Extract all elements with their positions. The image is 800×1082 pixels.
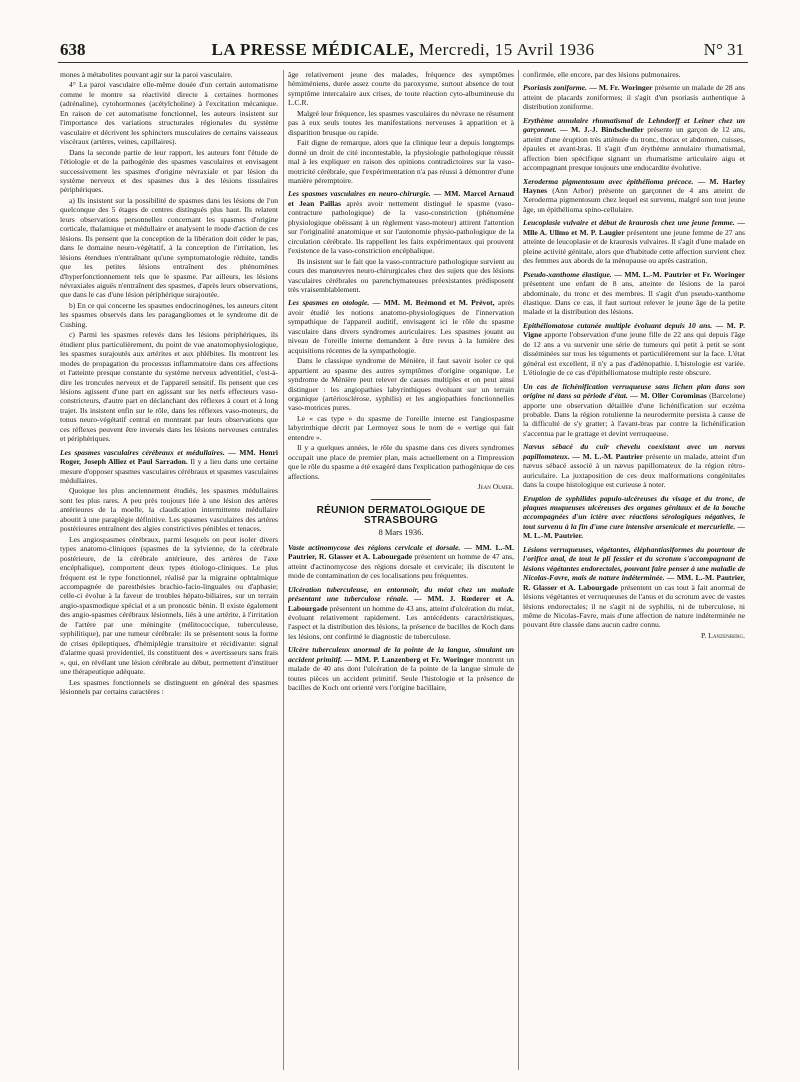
- article-authors: — MM. L.-M. Pautrier, R. Glasser et A. Labourgade: [523, 573, 745, 592]
- article-authors: — MM. L.-M. Pautrier et Fr. Woringer: [614, 269, 745, 279]
- issue-date: Mercredi, 15 Avril 1936: [418, 40, 595, 59]
- article-heading: Les spasmes vasculaires en neuro-chirurgie.: [288, 189, 431, 199]
- paragraph: âge relativement jeune des malades, fréquence des symptômes hémiméniens, durée assez courte du paroxysme, surtout absence de tout symptôme intercalaire aux crises, de toute réaction cyto-albumineuse du L.C.R.: [288, 70, 514, 108]
- article-text: présente un malade, atteint d'un nævus sébacé associé à un nævus papillomateux de la région rétro-auriculaire. La juxtaposition de ces deux malformations congénitales dans la coupe histologique est curieuse à noter.: [523, 451, 745, 490]
- column-divider: [283, 70, 284, 1070]
- paragraph: Fait digne de remarque, alors que la clinique leur a depuis longtemps donné un droit de cité incontestable, la physiologie pathologique réussit mal à les expliquer en raison des opinions contradictoires sur la vaso-motricité cérébrale, que l'expérimentation n'a pas réussi à démontrer d'une manière péremptoire.: [288, 138, 514, 185]
- column-3: [523, 70, 745, 1075]
- section-date: 8 Mars 1936.: [378, 527, 424, 538]
- article-entry: [523, 270, 745, 317]
- article-heading: Leucoplasie vulvaire et début de kraurosis chez une jeune femme.: [523, 218, 735, 228]
- article-text: présentent un cas tout à fait anormal de lésions végétantes et verruqueuses de l'anus et du scrotum avec de vastes lésions endorectales; il ne s'agit ni de syphilis, ni de tuberculose, ni même de Nicolas-Favre, mais d'une affection de nature indéterminée ne pouvant être classée dans aucun cadre connu.: [523, 582, 745, 630]
- article-heading: Les spasmes en otologie.: [288, 298, 370, 308]
- article-authors: — MM. Henri Roger, Joseph Alliez et Paul Sarradon.: [60, 447, 278, 467]
- article-heading: Lésions verruqueuses, végétantes, éléphantiasiformes du pourtour de l'orifice anal, de tout le pli fessier et du scrotum s'accompagnant de lésions végétantes endorectales, pouvant faire penser à une maladie de Nicolas-Favre, mais de nature indéterminée.: [523, 544, 745, 583]
- article-entry: [288, 543, 514, 581]
- paragraph: Les spasmes fonctionnels se distinguent en général des spasmes lésionnels par certains caractères :: [60, 677, 278, 696]
- article-text: (Barcelone) apporte une observation détaillée d'une lichénification sur eczéma probable. Dans la région rotulienne la neurodermite persista à cause de la difficulté de s'y gratter; à l'avant-bras par contre la lichénification s'accentua par le grattage et devint verruqueuse.: [523, 391, 745, 438]
- article-authors: — M. L.-M. Pautrier: [572, 451, 644, 461]
- article-entry: [288, 298, 514, 355]
- paragraph: Dans la seconde partie de leur rapport, les auteurs font l'étude de l'étiologie et de la pathogénie des spasmes vasculaires et envisagent successivement les spasmes d'origine névraxiale et par lésion du système nerveux et des spasmes dus à des lésions tissulaires périphériques.: [60, 147, 278, 195]
- article-heading: Un cas de lichénification verruqueuse sans lichen plan dans son origine ni dans sa période d'état.: [523, 381, 745, 401]
- article-authors: — M. L.-M. Pautrier.: [523, 521, 745, 541]
- paragraph: Quoique les plus anciennement étudiés, les spasmes médullaires sont les plus rares. A peu près toujours liée à une lésion des artères antérieures de la moelle, la claudication intermittente médullaire aboutit à une paraplégie définitive. Les spasmes vasculaires des artères postérieures entraînent des algies constrictives pénibles et tenaces.: [60, 486, 278, 534]
- issue-number: N° 31: [703, 40, 744, 59]
- paragraph: 4° La paroi vasculaire elle-même douée d'un certain automatisme comme le montre sa réactivité directe à certaines hormones (adrénaline), cytohormones (acétylcholine) à l'excitation mécanique. En raison de cet automatisme fonctionnel, les auteurs insistent sur l'importance des variations structurales régionales du système vasculaire et décrivent les sphincters musculaires de certains vaisseaux viscéraux (artères, veines, capillaires).: [60, 80, 278, 147]
- article-text: (Ann Arbor) présente un garçonnet de 4 ans atteint de Xeroderma pigmentosum chez lequel est survenu, malgré son tout jeune âge, un épithélioma spino-cellulaire.: [523, 185, 745, 214]
- article-text: Il y a lieu dans une certaine mesure d'opposer spasmes vasculaires cérébraux et spasmes vasculaires médullaires.: [60, 457, 278, 486]
- article-entry: [523, 218, 745, 265]
- journal-name: LA PRESSE MÉDICALE,: [211, 40, 415, 59]
- article-heading: Nævus sébacé du cuir chevelu coexistant avec un nævus papillomateux.: [523, 442, 745, 461]
- article-heading: Vaste actinomycose des régions cervicale et dorsale.: [288, 542, 461, 552]
- article-entry: [523, 382, 745, 439]
- article-authors: — MM. M. Brémond et M. Prévot,: [372, 298, 495, 308]
- article-authors: — M. Fr. Woringer: [589, 83, 653, 93]
- article-entry: [60, 448, 278, 486]
- article-text: apporte l'observation d'une jeune fille de 22 ans qui depuis l'âge de 12 ans a vu survenir une série de tumeurs qui petit à petit se sont disséminées sur tous les téguments et particulièrement sur la face. L'état général est excellent, il n'y a pas d'adénopathie. L'histologie est variée. L'étiologie de ce cas d'épithéliomatose multiple reste obscure.: [523, 330, 745, 378]
- article-heading: Les spasmes vasculaires cérébraux et médullaires.: [60, 447, 225, 457]
- article-authors: — MM. J. Rœderer et A. Labourgade: [288, 594, 514, 613]
- section-title: RÉUNION DERMATOLOGIQUE DE STRASBOURG: [316, 505, 486, 526]
- paragraph: Les angiospasmes cérébraux, parmi lesquels on peut isoler divers types anatomo-cliniques (spasmes de la sylvienne, de la cérébrale postérieure, de la cérébrale antérieure, des artères de l'axe encéphalique), comportent deux types étiologo-cliniques. Le plus fréquent est le type fonctionnel, réalisé par la migraine ophtalmique accompagnée de paresthésies brachio-facio-linguales ou d'aphasie; celle-ci évolue à la faveur de troubles hépato-biliaires, sur un terrain angio-spasmodique spécial et a un pronostic bénin. Il existe également des angio-spasmes cérébraux lésionnels, liés à une artérite, à l'irritation de l'artère par une méningite (mélitococcique, tuberculeuse, syphilitique), par une tumeur cérébrale: ils se présentent sous la forme de crises épileptiques, d'hémiplégie transitoire et récidivante: signal d'alarme quasi providentiel, ils constituent des « avertisseurs sans frais », qui, en révélant une lésion cérébrale au début, permettent d'instituer une thérapeutique adéquate.: [60, 534, 278, 677]
- page-number: 638: [60, 40, 86, 59]
- article-entry: [523, 83, 745, 111]
- article-text: présente un malade de 28 ans atteint de placards zoniformes; il s'agit d'un psoriasis authentique à distribution zoniforme.: [523, 83, 745, 112]
- signature: P. Lanzenberg.: [701, 630, 745, 640]
- running-title: [58, 40, 748, 60]
- article-authors: — MM. Marcel Arnaud et Jean Paillas: [288, 189, 514, 208]
- article-entry: [523, 116, 745, 173]
- article-text: montrent un malade de 40 ans dont l'ulcération de la pointe de la langue simule de toutes pièces un accident primitif. Seule l'histologie et la présence de bacilles de Koch ont orienté vers l'origine bacillaire,: [288, 654, 514, 693]
- article-entry: [523, 545, 745, 630]
- article-entry: [288, 189, 514, 255]
- article-text: après avoir étudié les notions anatomo-physiologiques de l'innervation sympathique de l'appareil auditif, envisagent ici le rôle du spasme vasculaire dans divers syndromes auriculaires. Les spasmes jouant au niveau de l'oreille interne demandent à être revus à la lumière des acquisitions récentes de la sympathologie.: [288, 298, 514, 355]
- article-entry: [523, 442, 745, 489]
- article-entry: [288, 645, 514, 692]
- column-1: [60, 70, 278, 1075]
- section-rule: [371, 499, 431, 500]
- page-header: [58, 40, 748, 63]
- article-heading: Ulcération tuberculeuse, en entonnoir, du méat chez un malade présentant une tuberculose rénale.: [288, 584, 514, 604]
- article-text: présentent une jeune femme de 27 ans atteinte de leucoplasie et de kraurosis vulvaires. Il s'agit d'une malade en pleine activité génitale, alors que d'habitude cette affection survient chez des femmes aux abords de la ménopause ou après castration.: [523, 227, 745, 266]
- article-text: présentent une enfant de 8 ans, atteinte de lésions de la paroi abdominale, du tronc et des membres. Il s'agit d'un pseudo-xanthome élastique. Dans ce cas, il faut surtout relever le jeune âge de la petite malade et la distribution des lésions.: [523, 279, 745, 317]
- article-authors: — M. Harley Haynes: [523, 176, 745, 195]
- paragraph: mones à métabolites pouvant agir sur la paroi vasculaire.: [60, 70, 233, 79]
- article-entry: [288, 585, 514, 642]
- article-authors: — M. P. Vigne: [523, 320, 745, 340]
- paragraph: Ils insistent sur le fait que la vaso-contracture pathologique survient au cours des manœuvres neuro-chirurgicales chez des sujets que des lésions vasculaires cérébrales ou parenchymateuses préexistantes prédisposent très vraisemblablement.: [288, 256, 514, 294]
- article-heading: Psoriasis zoniforme.: [523, 83, 587, 93]
- paragraph: c) Parmi les spasmes relevés dans les lésions périphériques, ils étudient plus particulièrement, du point de vue anatomophysiologique, les spasmes surajoutés aux artérites et aux phlébites. Ils montrent les modes de propagation du processus inflammatoire dans ces affections et l'atteinte presque constante du système nerveux adventitiel, c'est-à-dire les troncules nerveux et de l'appareil sensitif. Ils pensent que ces lésions agissent d'une part en agissant sur les nerfs effecteurs vaso-constricteurs, d'autre part en déclanchant des réflexes à court et à long trajet. Ils insistent enfin sur le rôle, dans les réflexes vaso-moteurs, du tonus neuro-végétatif central en montrant par leurs observations que ces réflexes peuvent être inversés dans les lésions nerveuses centrales et périphériques.: [60, 330, 278, 444]
- paragraph: b) En ce qui concerne les spasmes endocrinogènes, les auteurs citent les spasmes observés dans les paragangliomes et le syndrome dit de Cushing.: [60, 300, 278, 329]
- article-entry: [523, 494, 745, 541]
- column-divider: [518, 70, 519, 1070]
- article-text: après avoir nettement distingué le spasme (vaso-contracture pathologique) de la vaso-constriction (phénomène physiologique obéissant à un règlement vaso-moteur) attirent l'attention sur l'originalité anatomique et sur l'autonomie physio-pathologique de la circulation cérébrale. Ils rappellent les faits expérimentaux qui prouvent l'existence de la vaso-constriction encéphalique.: [288, 198, 514, 256]
- paragraph: Le « cas type » du spasme de l'oreille interne est l'angiospasme labyrinthique décrit par Lermoyez sous le nom de « vertige qui fait entendre ».: [288, 413, 514, 442]
- article-authors: — M. J.-J. Bindschedler: [560, 125, 644, 135]
- paragraph: Malgré leur fréquence, les spasmes vasculaires du névraxe ne résument pas à eux seuls toutes les manifestations nerveuses à apparition et à disparition brusque ou rapide.: [288, 108, 514, 137]
- signature: Jean Olmer.: [477, 482, 514, 492]
- article-text: présentent un homme de 43 ans, atteint d'ulcération du méat, évoluant relativement rapidement. Les antécédents caractéristiques, l'aspect et la distribution des lésions, la présence de bacilles de Koch dans les lésions, ont confirmé le diagnostic de tuberculose.: [288, 603, 514, 641]
- article-heading: Epithéliomatose cutanée multiple évoluant depuis 10 ans.: [523, 320, 713, 330]
- article-entry: [523, 177, 745, 215]
- article-heading: Xeroderma pigmentosum avec épithélioma précoce.: [523, 176, 694, 186]
- paragraph: a) Ils insistent sur la possibilité de spasmes dans les lésions de l'un quelconque des 5 étages de centres distingués plus haut. Ils relatent leurs observations personnelles concernant les spasmes d'origine corticale, thalamique et médullaire et analysent le mode d'action de ces lésions. Ils pensent que la conception de la libération doit céder le pas, dans le domaine neuro-végétatif, à la conception de l'irritation, les lésions étendues n'entraînant qu'une symptomatologie réduite, tandis que les petites lésions entraînent des phénomènes d'hyperfonctionnement tels que le spasme. Par ailleurs, les lésions névraxiales aiguës n'entraînent des spasmes, d'après leurs observations, que dans le cas d'une lésion périphérique surajoutée.: [60, 195, 278, 300]
- article-authors: — Mlle A. Ullmo et M. P. Laugier: [523, 218, 745, 237]
- article-text: présente un garçon de 12 ans, atteint d'une éruption très atténuée du tronc, thorax et abdomen, cuisses, épaules et avant-bras. Il s'agit d'un érythème annulaire rhumatismal, affection bien spécifique signant un rhumatisme articulaire aigu et accompagnant presque toujours une endocardite évolutive.: [523, 125, 745, 173]
- article-authors: — M. Oller Corominas: [630, 391, 707, 401]
- article-text: présentent un homme de 47 ans, atteint d'actinomycose des régions dorsale et cervicale; ils discutent le mode de contamination de ces localisations peu fréquentes.: [288, 552, 514, 581]
- article-entry: [523, 321, 745, 378]
- article-heading: Erythème annulaire rhumatismal de Lehndorff et Leiner chez un garçonnet.: [523, 115, 745, 135]
- paragraph: Il y a quelques années, le rôle du spasme dans ces divers syndromes occupait une place de premier plan, mais actuellement on a l'impression que le rôle du spasme a été exagéré dans l'explication pathogénique de ces affections.: [288, 443, 514, 481]
- article-heading: Ulcère tuberculeux anormal de la pointe de la langue, simulant un accident primitif.: [288, 645, 514, 664]
- article-authors: — MM. L.-M. Pautrier, R. Glasser et A. Labourgade: [288, 542, 514, 562]
- paragraph: Dans le classique syndrome de Ménière, il faut savoir isoler ce qui appartient au spasme des autres symptômes d'origine organique. Le syndrome de Ménière peut relever de causes multiples et on peut ainsi distinguer : les angiopathies labyrinthiques évoluant sur un terrain organique (artériosclérose, syphilis) et les angiopathies fonctionnelles vaso-motrices pures.: [288, 356, 514, 413]
- paragraph: confirmée, elle encore, par des lésions pulmonaires.: [523, 70, 681, 79]
- article-heading: Eruption de syphilides papulo-ulcéreuses du visage et du tronc, de plaques muqueuses ulcéreuses des organes génitaux et de la bouche accompagnées d'un ictère avec réactions sérologiques négatives, le tout survenu à la fin d'une cure intensive arsenicale et mercurielle.: [523, 493, 745, 531]
- article-heading: Pseudo-xanthome élastique.: [523, 269, 612, 279]
- column-2: [288, 70, 514, 1075]
- article-authors: — MM. P. Lanzenberg et Fr. Woringer: [344, 654, 475, 664]
